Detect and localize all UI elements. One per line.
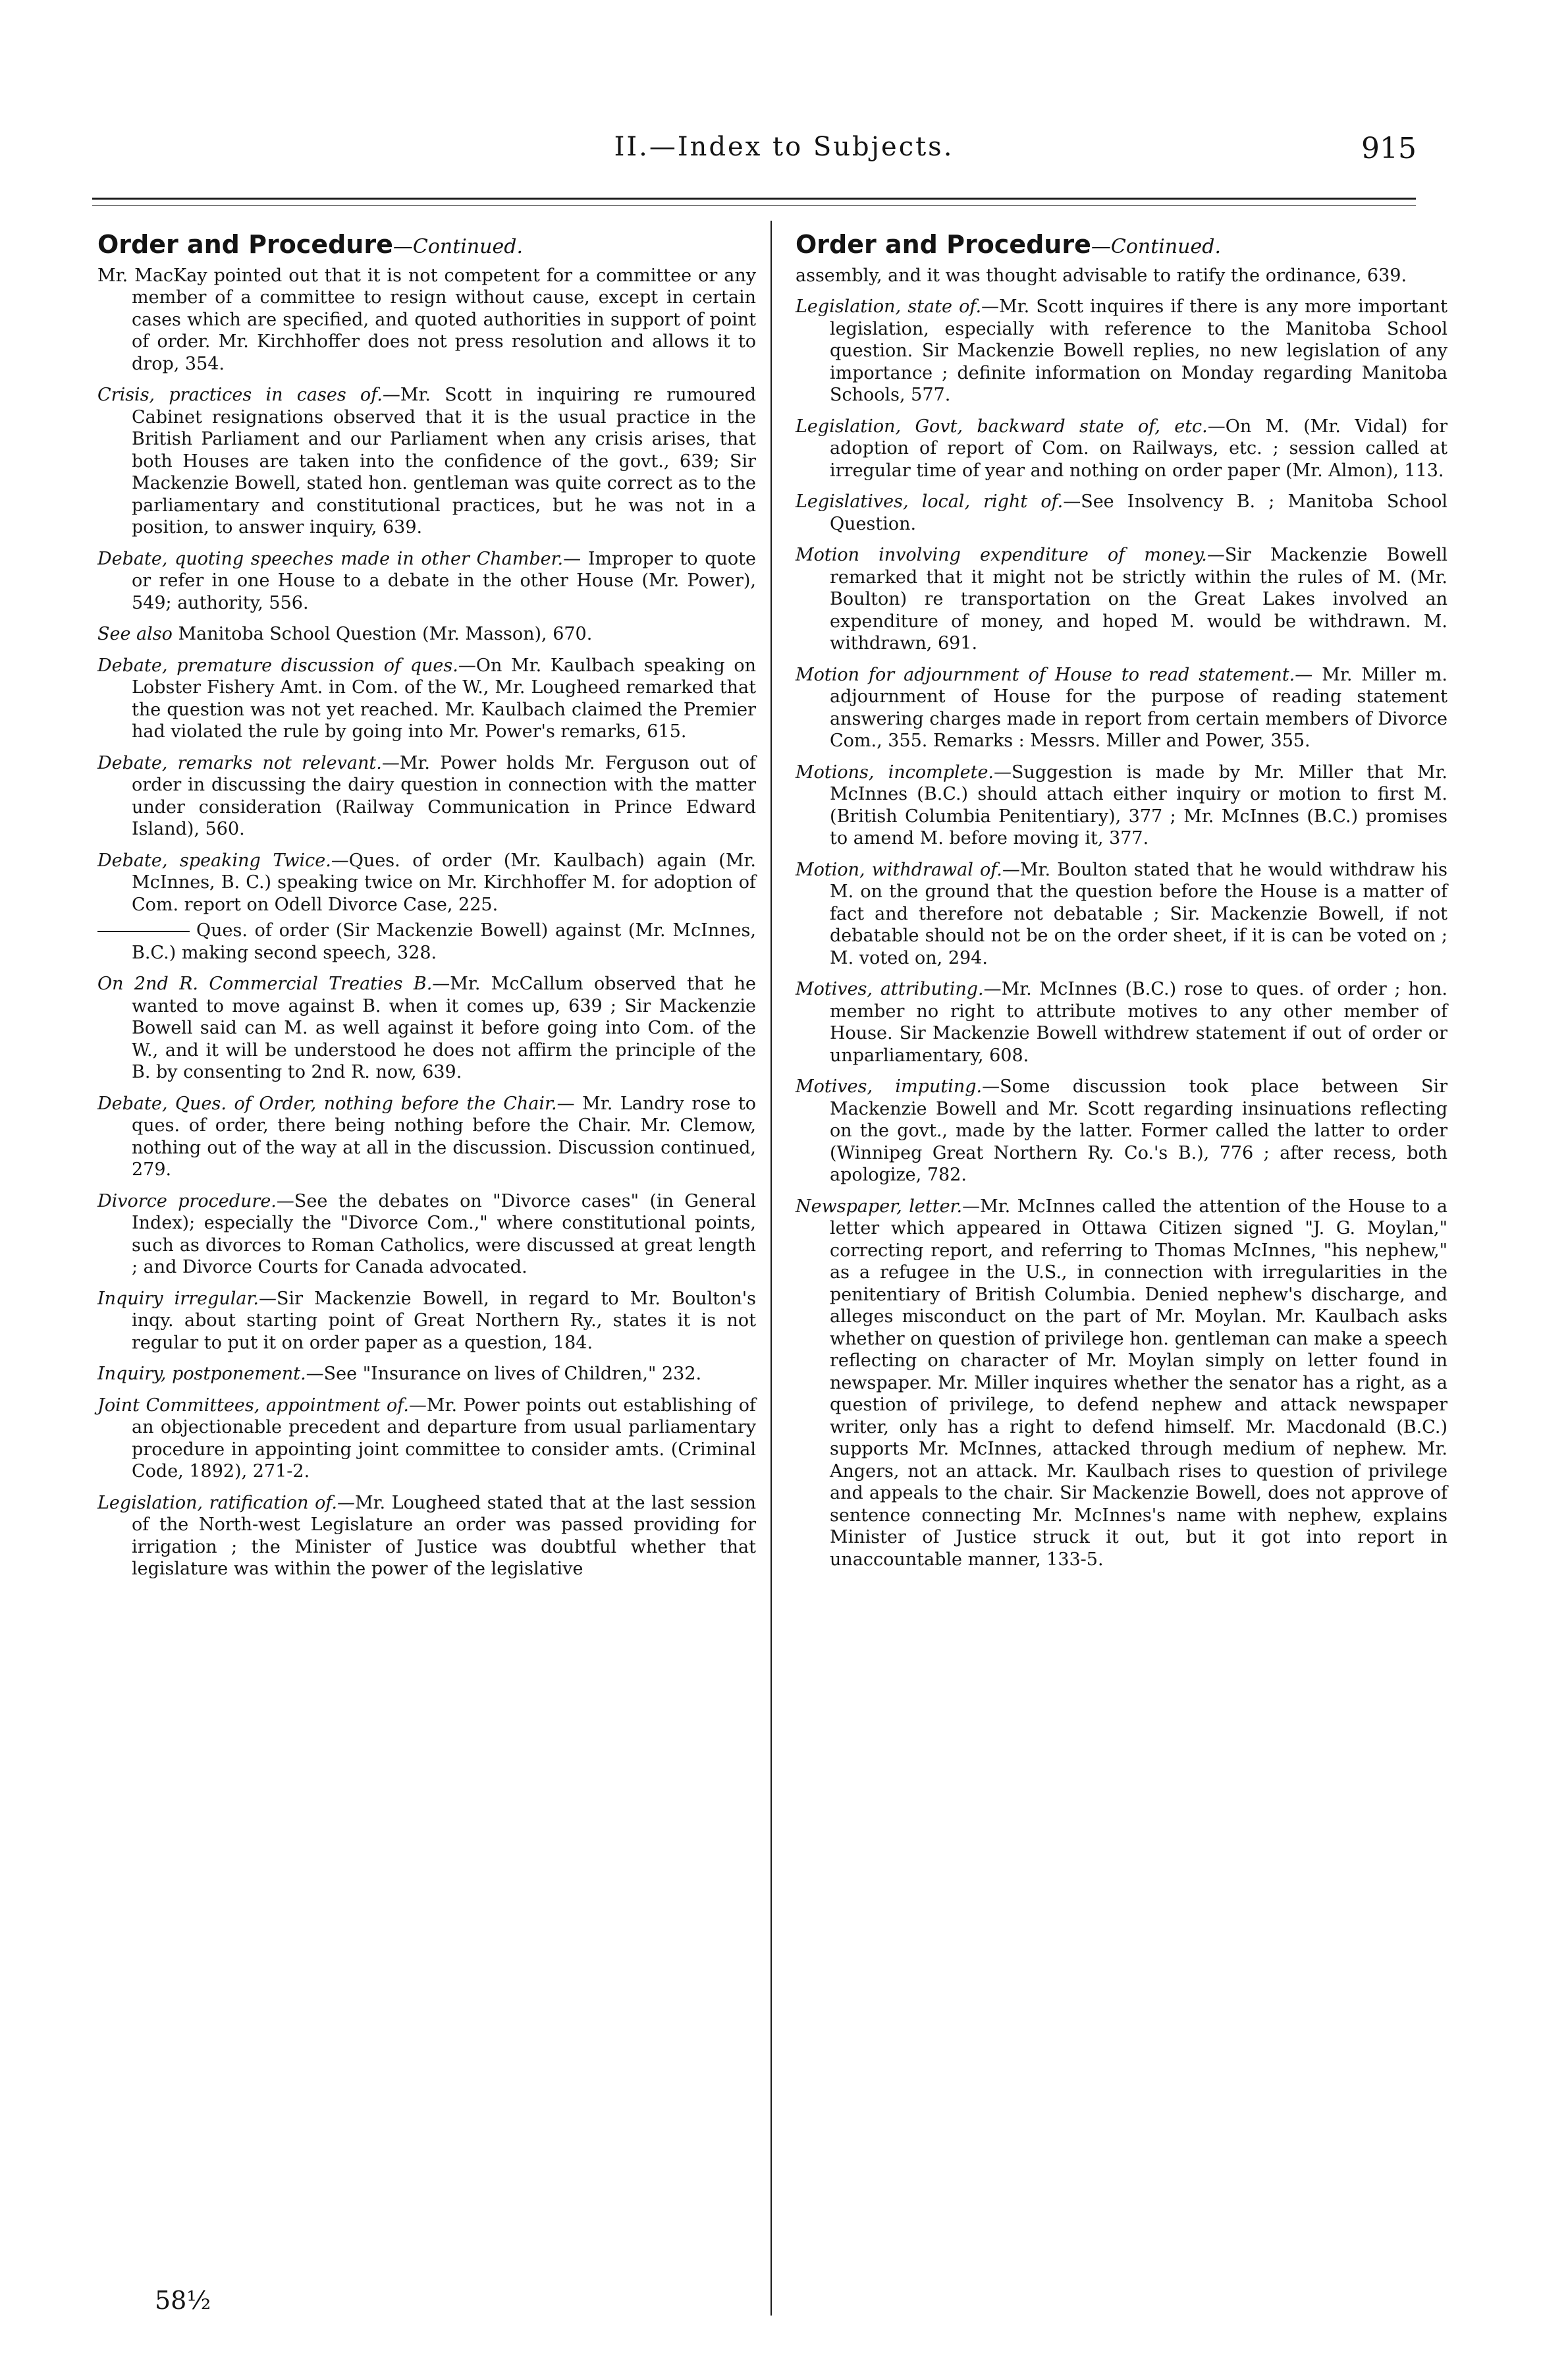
left-column: [97, 230, 757, 1590]
index-entry: See also Manitoba School Question (Mr. Masson), 670.: [97, 624, 593, 644]
index-entry: Motion involving expenditure of money.—Sir Mackenzie Bowell remarked that it might not be strictly within the rules of M. (Mr. Boulton) re transportation on the Great Lakes involved an expenditure of money, and hoped M. would be withdrawn. M. withdrawn, 691.: [796, 545, 1447, 653]
header-rule-thin: [92, 205, 1416, 206]
right-column: [796, 230, 1448, 1580]
index-entry: Crisis, practices in cases of.—Mr. Scott in inquiring re rumoured Cabinet resignations observed that it is the usual practice in the British Parliament and our Parliament when any crisis arises, that both Houses are taken into the confidence of the govt., 639; Sir Mackenzie Bowell, stated hon. gentleman was quite correct as to the parliamentary and constitutional practices, but he was not in a position, to answer inquiry, 639.: [97, 385, 756, 538]
running-head: [0, 132, 1568, 171]
index-entry: Legislation, state of.—Mr. Scott inquires if there is any more important legislation, especially with reference to the Manitoba School question. Sir Mackenzie Bowell replies, no new legislation of any importance ; definite information on Monday regarding Manitoba Schools, 577.: [796, 296, 1447, 405]
index-entry: Motion, withdrawal of.—Mr. Boulton stated that he would withdraw his M. on the ground that the question before the House is a matter of fact and therefore not debatable ; Sir. Mackenzie Bowell, if not debatable should not be on the order sheet, if it is can be voted on ; M. voted on, 294.: [796, 859, 1447, 968]
index-entry: Motions, incomplete.—Suggestion is made by Mr. Miller that Mr. McInnes (B.C.) should attach either inquiry or motion to first M. (British Columbia Penitentiary), 377 ; Mr. McInnes (B.C.) promises to amend M. before moving it, 377.: [796, 762, 1447, 848]
index-entry: Debate, Ques. of Order, nothing before the Chair.— Mr. Landry rose to ques. of order, there being nothing before the Chair. Mr. Clemow, nothing out of the way at all in the discussion. Discussion continued, 279.: [97, 1093, 756, 1180]
index-entry: Motives, attributing.—Mr. McInnes (B.C.) rose to ques. of order ; hon. member no right to attribute motives to any other member of House. Sir Mackenzie Bowell withdrew statement if out of order or unparliamentary, 608.: [796, 979, 1447, 1066]
page-number: 915: [1361, 132, 1417, 165]
index-entry: Newspaper, letter.—Mr. McInnes called the attention of the House to a letter which appeared in Ottawa Citizen signed "J. G. Moylan," correcting report, and referring to Thomas McInnes, "his nephew," as a refugee in the U.S., in connection with irregularities in the penitentiary of British Columbia. Denied nephew's discharge, and alleges misconduct on the part of Mr. Moylan. Mr. Kaulbach asks whether on question of privilege hon. gentleman can make a speech reflecting on character of Mr. Moylan simply on letter found in newspaper. Mr. Miller inquires whether the senator has a right, as a question of privilege, to defend nephew and attack newspaper writer, only has a right to defend himself. Mr. Macdonald (B.C.) supports Mr. McInnes, attacked through medium of nephew. Mr. Angers, not an attack. Mr. Kaulbach rises to question of privilege and appeals to the chair. Sir Mackenzie Bowell, does not approve of sentence connecting Mr. McInnes's name with nephew, explains Minister of Justice struck it out, but it got into report in unaccountable manner, 133-5.: [796, 1196, 1447, 1570]
column-divider: [770, 221, 772, 2316]
index-entry: Motives, imputing.—Some discussion took place between Sir Mackenzie Bowell and Mr. Scott regarding insinuations reflecting on the govt., made by the latter. Former called the latter to order (Winnipeg Great Northern Ry. Co.'s B.), 776 ; after recess, both apologize, 782.: [796, 1076, 1448, 1185]
index-entry: Debate, premature discussion of ques.—On Mr. Kaulbach speaking on Lobster Fishery Amt. in Com. of the W., Mr. Lougheed remarked that the question was not yet reached. Mr. Kaulbach claimed the Premier had violated the rule by going into Mr. Power's remarks, 615.: [97, 655, 756, 742]
index-entry: Inquiry irregular.—Sir Mackenzie Bowell, in regard to Mr. Boulton's inqy. about starting point of Great Northern Ry., states it is not regular to put it on order paper as a question, 184.: [97, 1288, 756, 1353]
index-entry: Debate, quoting speeches made in other Chamber.— Improper to quote or refer in one House to a debate in the other House (Mr. Power), 549; authority, 556.: [97, 548, 757, 613]
index-entry: On 2nd R. Commercial Treaties B.—Mr. McCallum observed that he wanted to move against B. when it comes up, 639 ; Sir Mackenzie Bowell said can M. as well against it before going into Com. of the W., and it will be understood he does not affirm the principle of the B. by consenting to 2nd R. now, 639.: [97, 974, 756, 1082]
index-entry-continuation: Ques. of order (Sir Mackenzie Bowell) against (Mr. McInnes, B.C.) making second speech, 328.: [97, 920, 756, 964]
index-entry: Legislation, Govt, backward state of, etc.—On M. (Mr. Vidal) for adoption of report of Com. on Railways, etc. ; session called at irregular time of year and nothing on order paper (Mr. Almon), 113.: [796, 416, 1447, 481]
index-entry: Motion for adjournment of House to read statement.— Mr. Miller m. adjournment of House for the purpose of reading statement answering charges made in report from certain members of Divorce Com., 355. Remarks : Messrs. Miller and Power, 355.: [796, 664, 1447, 751]
index-entry: Divorce procedure.—See the debates on "Divorce cases" (in General Index); especially the "Divorce Com.," where constitutional points, such as divorces to Roman Catholics, were discussed at great length ; and Divorce Courts for Canada advocated.: [97, 1190, 756, 1277]
page-title: II.—Index to Subjects.: [614, 132, 954, 162]
section-heading: Order and Procedure—Continued.: [796, 230, 1221, 259]
index-entry: Legislatives, local, right of.—See Insolvency B. ; Manitoba School Question.: [796, 491, 1447, 534]
section-heading: Order and Procedure—Continued.: [97, 230, 523, 259]
header-rule-thick: [92, 198, 1416, 200]
index-entry: Debate, remarks not relevant.—Mr. Power holds Mr. Ferguson out of order in discussing the dairy question in connection with the matter under consideration (Railway Communication in Prince Edward Island), 560.: [97, 752, 756, 839]
index-entry: Joint Committees, appointment of.—Mr. Power points out establishing of an objectionable precedent and departure from usual parliamentary procedure in appointing joint committee to consider amts. (Criminal Code, 1892), 271-2.: [97, 1395, 756, 1482]
intro-paragraph: Mr. MacKay pointed out that it is not competent for a committee or any member of a committee to resign without cause, except in certain cases which are specified, and quoted authorities in support of point of order. Mr. Kirchhoffer does not press resolution and allows it to drop, 354.: [97, 265, 756, 374]
index-entry: Inquiry, postponement.—See "Insurance on lives of Children," 232.: [97, 1364, 702, 1384]
ditto-dash: [97, 931, 190, 932]
index-entry: Debate, speaking Twice.—Ques. of order (Mr. Kaulbach) again (Mr. McInnes, B. C.) speaking twice on Mr. Kirchhoffer M. for adoption of Com. report on Odell Divorce Case, 225.: [97, 850, 756, 915]
index-entry: Legislation, ratification of.—Mr. Lougheed stated that at the last session of the North-west Legislature an order was passed providing for irrigation ; the Minister of Justice was doubtful whether that legislature was within the power of the legislative: [97, 1492, 756, 1579]
intro-paragraph: assembly, and it was thought advisable to ratify the ordinance, 639.: [796, 265, 1407, 286]
signature-mark: 58½: [155, 2286, 211, 2315]
